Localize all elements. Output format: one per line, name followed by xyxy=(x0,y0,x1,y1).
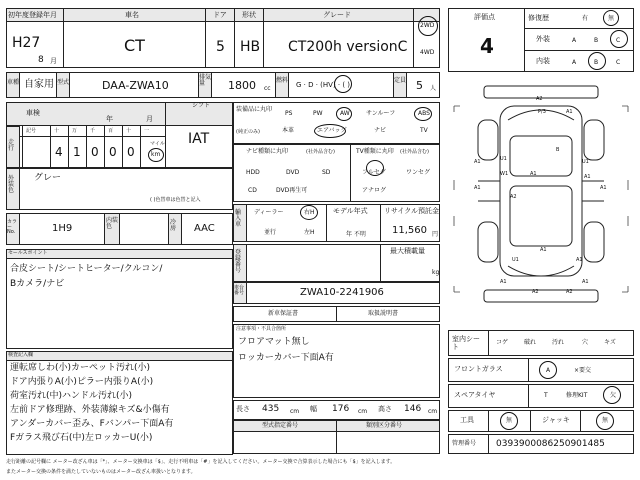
mileage-col-header: 千 xyxy=(90,128,96,134)
unit-km: km xyxy=(151,151,161,158)
int-grade-c: C xyxy=(616,59,621,66)
tv-fullseg-circle xyxy=(366,160,384,176)
door-label: ドア xyxy=(213,11,227,19)
sales-point-line-1: 合皮シート/シートヒーター/クルコン/ xyxy=(10,264,163,274)
tv-analog: アナログ xyxy=(362,187,387,194)
notes-line-2: ロッカーカバー下面A有 xyxy=(238,353,334,363)
mileage-col-header: 十 xyxy=(54,128,60,134)
tv-oneseg: ワンセグ xyxy=(406,169,431,176)
damage-label: A1 xyxy=(566,109,573,115)
aircon-label: 冷房 xyxy=(170,219,177,232)
damage-label: P/3 xyxy=(538,109,546,115)
equipment-item: サンルーフ xyxy=(366,110,396,117)
equipment-item: 本革 xyxy=(282,127,295,134)
notes-label: 注意事項・不具合箇所 xyxy=(236,326,287,332)
mileage-col-header: 十 xyxy=(126,128,132,134)
model-year-value: 年 不明 xyxy=(346,231,366,238)
equipment-item: ABS xyxy=(418,110,430,117)
jack-value: 無 xyxy=(602,417,609,424)
car-name-label: 車名 xyxy=(125,11,139,19)
inspection-year-unit: 年 xyxy=(106,115,113,123)
max-load-label: 最大積載量 xyxy=(390,247,425,255)
new-warranty: 新車保証書 xyxy=(268,310,299,317)
int-grade-b: B xyxy=(594,59,599,66)
color-no-label: カラー No. xyxy=(7,219,18,235)
int-grade-circle xyxy=(588,52,606,70)
import-hand-left: 左H xyxy=(304,229,315,236)
repair-no-circle xyxy=(603,10,619,26)
equip-aw-circle xyxy=(336,107,352,121)
notes-line-1: フロアマット無し xyxy=(238,337,310,347)
mileage-digit: 1 xyxy=(73,145,81,159)
tools-circle xyxy=(500,412,518,430)
seat-opt-yogore: 汚れ xyxy=(552,339,565,346)
displacement-unit: cc xyxy=(264,85,271,92)
manual: 取扱説明書 xyxy=(368,310,399,317)
nav-dvd: DVD xyxy=(286,169,300,176)
door-value: 5 xyxy=(216,39,225,55)
jack-circle xyxy=(596,412,614,430)
row2-frame xyxy=(6,72,440,98)
exterior-grade-label: 外装 xyxy=(536,35,550,43)
repair-label: 修復歴 xyxy=(528,14,549,22)
tools-label: 工具 xyxy=(460,416,474,424)
damage-label: A2 xyxy=(566,289,573,295)
first-reg-era: H27 xyxy=(12,35,41,51)
damage-label: U1 xyxy=(500,156,507,162)
damage-label: A1 xyxy=(582,279,589,285)
exterior-label: 外装色 xyxy=(8,175,15,194)
equip-abs-circle xyxy=(414,107,432,121)
fuel-selected-circle xyxy=(334,75,352,93)
first-reg-month: 8 xyxy=(38,55,44,65)
drive-2wd: 2WD xyxy=(420,22,435,29)
front-glass-a-circle xyxy=(539,361,557,379)
mileage-digit: 0 xyxy=(109,145,117,159)
mileage-digit: 0 xyxy=(127,145,135,159)
front-glass-label: フロントガラス xyxy=(454,365,503,373)
mileage-digit: 0 xyxy=(91,145,99,159)
damage-label: A1 xyxy=(540,247,547,253)
seat-opt-koge: コゲ xyxy=(496,339,509,346)
int-grade-a: A xyxy=(572,59,577,66)
nav-dvd-play: DVD再生可 xyxy=(276,187,308,194)
mileage-col-header: 万 xyxy=(72,128,78,134)
ext-grade-b: B xyxy=(594,37,599,44)
nav-sublabel: (社外品含む) xyxy=(306,149,335,155)
inspection-label: 車検 xyxy=(26,109,40,117)
length-label: 長さ xyxy=(236,405,250,413)
capacity-label: 定員 xyxy=(394,77,407,84)
first-reg-month-unit: 月 xyxy=(50,57,57,65)
equipment-item: PS xyxy=(285,110,293,117)
hand-right-circle xyxy=(300,205,318,220)
exterior-value: グレー xyxy=(34,173,62,183)
control-label: 管理番号 xyxy=(452,440,477,447)
score-value: 4 xyxy=(480,34,494,58)
equipment-item: AW xyxy=(340,110,350,117)
seat-opt-ana: 穴 xyxy=(582,339,589,346)
height-unit: cm xyxy=(428,408,438,415)
equipment-sublabel: (純正のみ) xyxy=(236,129,260,135)
exterior-note: ( )色替車は色替と記入 xyxy=(150,197,201,203)
equipment-item: ナビ xyxy=(374,127,387,134)
spare-tire-kit: 修理KIT xyxy=(566,392,588,399)
width-value: 176 xyxy=(332,404,350,414)
spare-tire-t: T xyxy=(544,392,548,399)
length-value: 435 xyxy=(262,404,280,414)
unit-mile: マイル xyxy=(150,141,165,147)
model-label: 型式 xyxy=(57,79,70,86)
damage-label: A2 xyxy=(510,194,517,200)
import-label: 輸入車 xyxy=(235,209,242,228)
equipment-item: TV xyxy=(420,127,428,134)
inspector-line-3: 荷室汚れ(中)ハンドル汚れ(小) xyxy=(10,391,133,401)
reg-no-label: 登録番号 xyxy=(235,249,242,274)
nav-sd: SD xyxy=(322,169,331,176)
inspector-line-5: アンダーカバー歪み、Fバンパー下面A有 xyxy=(10,419,174,429)
tv-sublabel: (社外品含む) xyxy=(400,149,429,155)
mileage-col-header: 記号 xyxy=(26,128,37,134)
drive-4wd: 4WD xyxy=(420,49,435,56)
car-name: CT xyxy=(124,36,145,55)
damage-label: U1 xyxy=(582,159,589,165)
import-parallel: 並行 xyxy=(264,229,277,236)
ext-grade-a: A xyxy=(572,37,577,44)
type-no-label: 型式指定番号 xyxy=(262,422,299,429)
inspector-line-1: 運転席しわ(小)カーペット汚れ(小) xyxy=(10,363,151,373)
import-hand-right: 右H xyxy=(304,209,315,216)
equipment-item: エアバッグ xyxy=(317,127,347,134)
ext-grade-c: C xyxy=(616,37,621,44)
shape-value: HB xyxy=(240,39,261,55)
footer-line-2: またメーター交換の条件を満たしていないものはメーター改ざん車扱いとなります。 xyxy=(6,469,196,475)
mileage-col-header: 一 xyxy=(144,128,150,134)
displacement-value: 1800 xyxy=(228,79,256,92)
shift-label: シフト xyxy=(192,102,211,109)
damage-label: W1 xyxy=(500,171,509,177)
score-label: 評価点 xyxy=(474,13,495,21)
max-load-unit: kg xyxy=(432,269,440,276)
shape-label: 形状 xyxy=(242,11,256,19)
driven-label: 走行 xyxy=(8,139,15,152)
damage-label: U1 xyxy=(512,257,519,263)
inspector-line-4: 左前ドア修理跡、外装薄線キズ&小傷有 xyxy=(10,405,170,415)
seat-opt-yabure: 破れ xyxy=(524,339,537,346)
repair-yes: 有 xyxy=(582,15,589,22)
equipment-item: PW xyxy=(313,110,323,117)
sales-point-label: セールスポイント xyxy=(8,250,48,256)
recycle-value: 11,560 xyxy=(392,225,427,236)
sales-point-line-2: Bカメラ/ナビ xyxy=(10,279,65,289)
damage-label: A1 xyxy=(576,257,583,263)
damage-label: A2 xyxy=(536,96,543,102)
damage-label: B xyxy=(556,147,560,153)
equipment-label: 装備品に丸印 xyxy=(236,106,273,113)
spare-tire-missing: 欠 xyxy=(610,392,617,399)
model-year-label: モデル年式 xyxy=(333,207,368,215)
aircon-value: AAC xyxy=(194,223,215,234)
mileage-digit: 4 xyxy=(55,145,63,159)
capacity-unit: 人 xyxy=(430,85,437,92)
chassis-value: ZWA10-2241906 xyxy=(300,287,384,298)
shift-value: IAT xyxy=(188,131,210,147)
displacement-label: 排気量 xyxy=(199,74,212,87)
interior-grade-label: 内装 xyxy=(536,57,550,65)
front-glass-replace: ×要交 xyxy=(574,367,592,374)
footer-line-1: 走行距離の記号欄に メーター改ざん車は「*」、メーター交換車は「$」、走行不明車は「#」を記入してください。メーター交換で合算表示した場合にも「$」を記入します。 xyxy=(6,459,396,465)
inspector-line-6: Fガラス飛び石(中)左ロッカーU(小) xyxy=(10,433,153,443)
grade-label: グレード xyxy=(323,11,351,19)
damage-label: A1 xyxy=(584,174,591,180)
height-label: 高さ xyxy=(378,405,392,413)
recycle-label: リサイクル預託金 xyxy=(384,207,440,215)
damage-label: A1 xyxy=(474,185,481,191)
tv-label: TV種類に丸印 xyxy=(356,148,394,155)
grade-value: CT200h versionC xyxy=(288,39,408,55)
nav-label: ナビ種類に丸印 xyxy=(246,148,289,155)
width-label: 幅 xyxy=(310,405,317,413)
height-value: 146 xyxy=(404,404,422,414)
mileage-col-header: 百 xyxy=(108,128,114,134)
damage-label: A2 xyxy=(532,289,539,295)
interior-color-label: 内装色 xyxy=(106,217,119,230)
class-no-label: 類別区分番号 xyxy=(366,422,403,429)
usage-value: 自家用 xyxy=(24,79,54,90)
damage-label: A1 xyxy=(500,279,507,285)
inspection-month-unit: 月 xyxy=(146,115,153,123)
fuel-label: 燃料 xyxy=(276,77,289,84)
inspector-label: 検査記入欄 xyxy=(8,352,34,358)
nav-cd: CD xyxy=(248,187,257,194)
tv-fullseg: フルセグ xyxy=(362,169,386,176)
color-no-value: 1H9 xyxy=(52,223,73,234)
tools-value: 無 xyxy=(506,417,513,424)
damage-label: A1 xyxy=(474,159,481,165)
control-value: 0393900086250901485 xyxy=(496,439,605,449)
capacity-value: 5 xyxy=(416,79,423,92)
jack-label: ジャッキ xyxy=(542,416,570,424)
damage-label: A1 xyxy=(530,171,537,177)
front-glass-a: A xyxy=(546,367,551,374)
spare-tire-label: スペアタイヤ xyxy=(454,391,496,399)
seat-opt-kizu: キズ xyxy=(604,339,616,346)
chassis-label: 車台番号 xyxy=(234,285,245,296)
width-unit: cm xyxy=(358,408,368,415)
damage-label: A1 xyxy=(600,185,607,191)
repair-no: 無 xyxy=(608,15,615,22)
spare-tire-missing-circle xyxy=(603,386,621,404)
ext-grade-circle xyxy=(610,30,628,48)
usage-label: 車種 xyxy=(7,79,20,86)
first-reg-label: 初年度登録年月 xyxy=(8,11,57,19)
length-unit: cm xyxy=(290,408,300,415)
nav-hdd: HDD xyxy=(246,169,260,176)
seat-label: 室内シート xyxy=(452,335,480,352)
equip-airbag-circle xyxy=(314,124,346,138)
model-value: DAA-ZWA10 xyxy=(102,79,169,92)
inspector-line-2: ドア内張りA(小)ピラー内張りA(小) xyxy=(10,377,154,387)
import-dealer: ディーラー xyxy=(254,209,284,216)
fuel-options: G · D · (HV) · ( ) xyxy=(296,81,351,89)
recycle-unit: 円 xyxy=(432,231,439,238)
